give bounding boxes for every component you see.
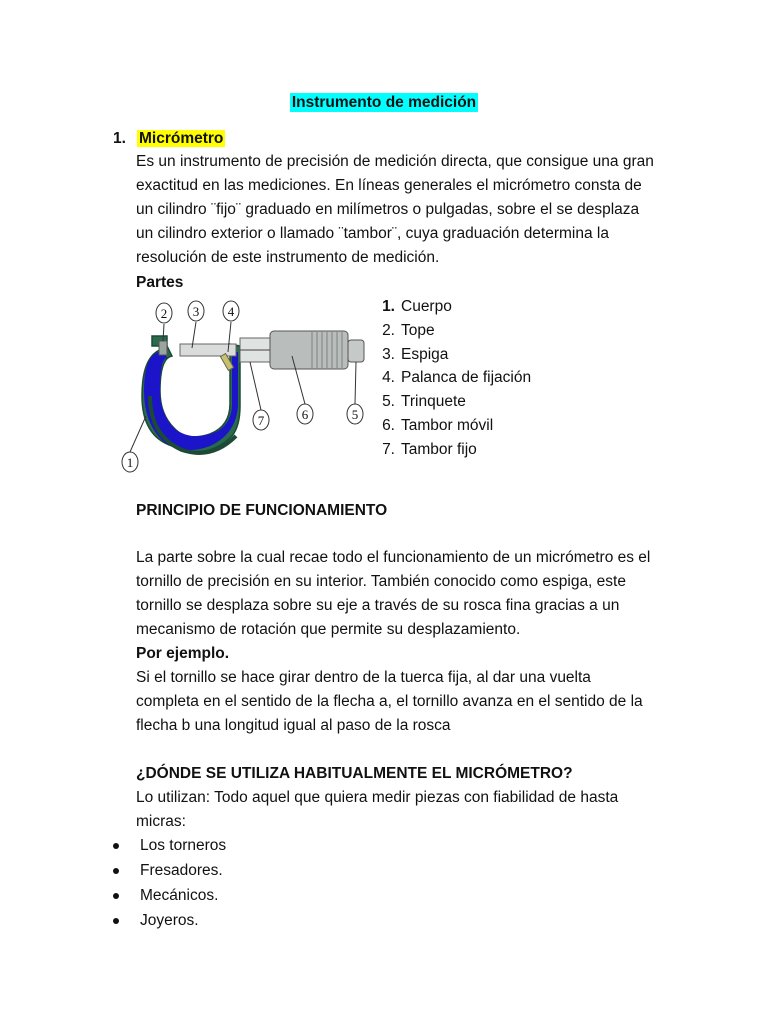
bullet-icon (113, 843, 119, 849)
principle-heading: PRINCIPIO DE FUNCIONAMIENTO (136, 502, 388, 519)
list-item: 7. Tambor fijo (382, 440, 477, 458)
callout-4: 4 (227, 304, 235, 319)
bullet-icon (113, 893, 119, 899)
parts-heading: Partes (136, 274, 184, 291)
intro-line: Es un instrumento de precisión de medición directa, que consigue una gran (136, 153, 654, 170)
callout-2: 2 (160, 306, 168, 321)
spindle (180, 344, 236, 356)
principle-line: tornillo de precisión en su interior. También conocido como espiga, este (136, 573, 626, 590)
callout-1: 1 (126, 455, 134, 470)
list-item: Mecánicos. (108, 883, 226, 908)
intro-line: un cilindro exterior o llamado ¨tambor¨, cuya graduación determina la (136, 225, 609, 242)
usage-line: Lo utilizan: Todo aquel que quiera medir piezas con fiabilidad de hasta (136, 789, 619, 806)
thimble (270, 331, 348, 369)
list-item: 1. Cuerpo (382, 298, 452, 315)
parts-list (371, 295, 531, 462)
intro-line: un cilindro ¨fijo¨ graduado en milímetros o pulgadas, sobre el se desplaza (136, 201, 640, 218)
callout-5: 5 (351, 407, 359, 422)
callout-7: 7 (257, 413, 265, 428)
frame-body-blue (144, 351, 238, 450)
bullet-icon (113, 918, 119, 924)
list-item: 4. Palanca de fijación (382, 369, 532, 387)
list-item: 6. Tambor móvil (382, 416, 494, 434)
usage-paragraph (136, 786, 681, 834)
section-heading (113, 130, 225, 148)
principle-line: La parte sobre la cual recae todo el funcionamiento de un micrómetro es el (136, 549, 651, 566)
list-item: 5. Trinquete (382, 393, 466, 411)
usage-heading: ¿DÓNDE SE UTILIZA HABITUALMENTE EL MICRÓMETRO? (136, 765, 573, 782)
section-title: Micrómetro (139, 130, 224, 147)
example-line: flecha b una longitud igual al paso de la rosca (136, 717, 451, 734)
list-item: Fresadores. (108, 858, 226, 883)
users-list (108, 833, 226, 933)
anvil (159, 341, 167, 355)
section-number: 1. (113, 130, 126, 147)
example-line: completa en el sentido de la flecha a, el tornillo avanza en el sentido de la (136, 693, 643, 710)
ratchet (348, 340, 364, 362)
callout-3: 3 (192, 304, 200, 319)
thimble-knurl (312, 332, 342, 368)
example-heading: Por ejemplo. (136, 645, 230, 662)
principle-paragraph (136, 546, 681, 738)
page-title: Instrumento de medición (291, 94, 477, 111)
usage-line: micras: (136, 813, 186, 830)
example-line: Si el tornillo se hace girar dentro de la tuerca fija, al dar una vuelta (136, 669, 591, 686)
callout-6: 6 (301, 407, 309, 422)
list-item: 2. Tope (382, 321, 435, 339)
list-item: Los torneros (108, 833, 226, 858)
intro-line: exactitud en las mediciones. En líneas generales el micrómetro consta de (136, 177, 642, 194)
micrometer-diagram (112, 296, 372, 476)
intro-paragraph (136, 150, 681, 270)
principle-line: mecanismo de rotación que permite su desplazamiento. (136, 621, 521, 638)
principle-line: tornillo se desplaza sobre su eje a través de su rosca fina gracias a un (136, 597, 620, 614)
list-item: Joyeros. (108, 908, 226, 933)
intro-line: resolución de este instrumento de medición. (136, 249, 440, 266)
list-item: 3. Espiga (382, 345, 449, 363)
bullet-icon (113, 868, 119, 874)
